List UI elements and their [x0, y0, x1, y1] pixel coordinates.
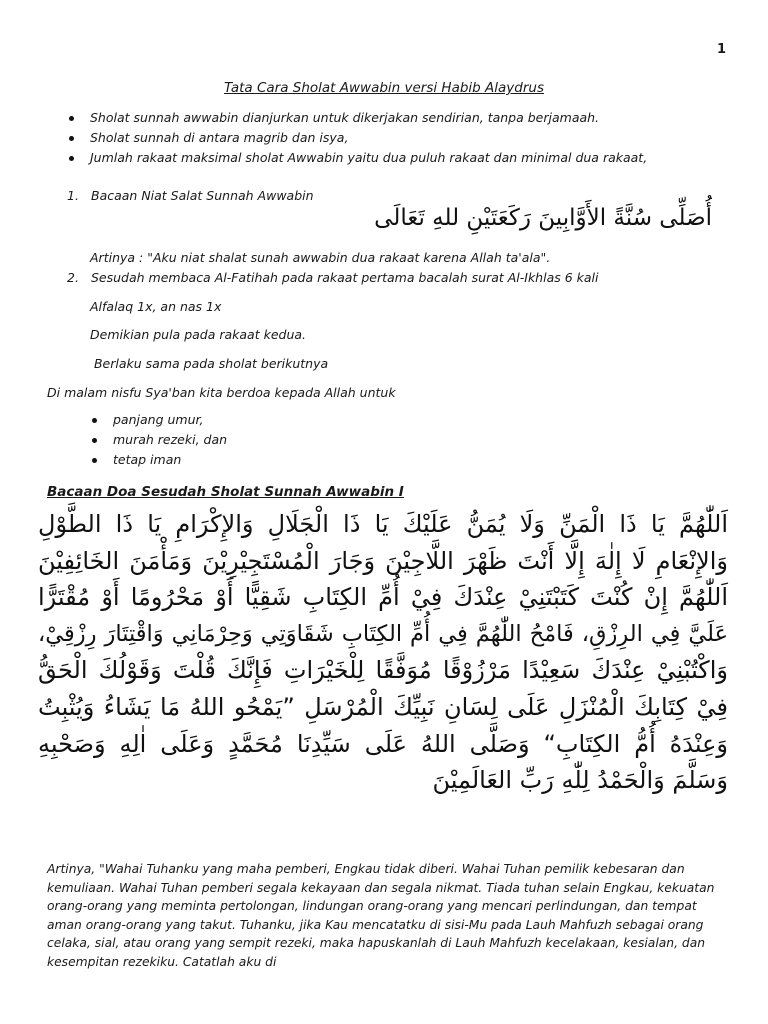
step-2-text: Sesudah membaca Al-Fatihah pada rakaat pertama bacalah surat Al-Ikhlas 6 kali: [91, 270, 599, 285]
doa-translation: Artinya, "Wahai Tuhanku yang maha pemberi, Engkau tidak diberi. Wahai Tuhan pemilik kebesaran dan kemuliaan. Wahai Tuhan pemberi segala kekayaan dan segala nikmat. Tiada tuhan selain Engkau, kekuatan orang-orang yang meminta pertolongan, lindungan orang-orang yang mencari perlindungan, dan tempat aman orang-orang yang takut. Tuhanku, jika Kau mencatatku di sisi-Mu pada Lauh Mahfuzh sebagai orang celaka, sial, atau orang yang sempit rezeki, maka hapuskanlah di Lauh Mahfuzh kecelakaan, kesialan, dan kesempitan rezekiku. Catatlah aku di: [47, 862, 715, 969]
doa-arabic-line: فِيْ كِتَابِكَ الْمُنْزَلِ عَلَى لِسَانِ نَبِيِّكَ الْمُرْسَلِ ”يَمْحُو اللهُ مَا يَشَاءُ وَيُثْبِتُ: [38, 692, 728, 721]
nisfu-bullet-item: tetap iman: [90, 450, 490, 470]
nisfu-bullet-list: [90, 410, 490, 470]
intro-bullet-item: Sholat sunnah awwabin dianjurkan untuk dikerjakan sendirian, tanpa berjamaah.: [67, 108, 747, 128]
step-2-line: Demikian pula pada rakaat kedua.: [90, 327, 307, 342]
step-2: [67, 268, 599, 288]
doa-arabic-line: وَعِنْدَهُ أُمُّ الكِتَابِ“ وَصَلَّى اللهُ عَلَى سَيِّدِنَا مُحَمَّدٍ وَعَلَى اٰلِهِ وَصَحْبِهِ: [38, 729, 728, 758]
page-number: 1: [716, 42, 726, 57]
niat-arabic-text: أُصَلِّى سُنَّةً الأَوَّابِينَ رَكَعَتَيْنِ للهِ تَعَالَى: [374, 205, 712, 231]
step-1-text: Bacaan Niat Salat Sunnah Awwabin: [91, 188, 314, 203]
step-2-line: Berlaku sama pada sholat berikutnya: [90, 356, 329, 371]
nisfu-intro: Di malam nisfu Sya'ban kita berdoa kepada Allah untuk: [47, 385, 396, 400]
doa-arabic-line: وَسَلَّمَ وَالْحَمْدُ لِلّٰهِ رَبِّ العَالَمِيْنَ: [432, 766, 728, 795]
nisfu-bullet-item: murah rezeki, dan: [90, 430, 490, 450]
doa-arabic-line: وَالإِنْعَامِ لَا إِلٰهَ إِلَّا أَنْتَ ظَهْرَ اللَّاجِيْنَ وَجَارَ الْمُسْتَجِيْرِيْنَ وَمَأْمَنَ الخَائِفِيْنَ: [38, 546, 728, 575]
doa-arabic-line: عَلَيَّ فِي الرِزْقِ، فَامْحُ اللّٰهُمَّ فِي أُمِّ الكِتَابِ شَقَاوَتِي وَحِرْمَانِي وَاقْتِتَارَ رِزْقِيْ،: [38, 620, 728, 647]
doa-heading: Bacaan Doa Sesudah Sholat Sunnah Awwabin I: [47, 484, 404, 500]
nisfu-bullet-item: panjang umur,: [90, 410, 490, 430]
doa-arabic-line: وَاكْتُبْنِيْ عِنْدَكَ سَعِيْدًا مَرْزُوْقًا مُوَفَّقًا لِلْخَيْرَاتِ فَإِنَّكَ قُلْتَ وَقَوْلُكَ الْحَقُّ: [38, 656, 728, 685]
step-2-number: 2.: [67, 270, 79, 285]
step-1: [67, 186, 314, 206]
step-2-line: Alfalaq 1x, an nas 1x: [90, 299, 222, 314]
intro-bullet-item: Sholat sunnah di antara magrib dan isya,: [67, 128, 747, 148]
doa-arabic-text: [38, 506, 728, 799]
document-title: Tata Cara Sholat Awwabin versi Habib Alaydrus: [223, 80, 544, 96]
intro-bullet-item: Jumlah rakaat maksimal sholat Awwabin yaitu dua puluh rakaat dan minimal dua rakaat,: [67, 148, 747, 168]
niat-meaning: Artinya : "Aku niat shalat sunah awwabin dua rakaat karena Allah ta'ala".: [90, 250, 551, 265]
doa-arabic-line: اَللّٰهُمَّ يَا ذَا الْمَنِّ وَلَا يُمَنُّ عَلَيْكَ يَا ذَا الْجَلَالِ وَالإِكْرَامِ يَا ذَا الطَّوْلِ: [38, 510, 728, 538]
intro-bullet-list: [67, 108, 747, 168]
step-1-number: 1.: [67, 188, 79, 203]
doa-arabic-line: اَللّٰهُمَّ إِنْ كُنْتَ كَتَبْتَنِيْ عِنْدَكَ فِيْ أُمِّ الكِتَابِ شَقِيًّا أَوْ مَحْرُومًا أَوْ مُقْتَرًّا: [38, 583, 728, 612]
